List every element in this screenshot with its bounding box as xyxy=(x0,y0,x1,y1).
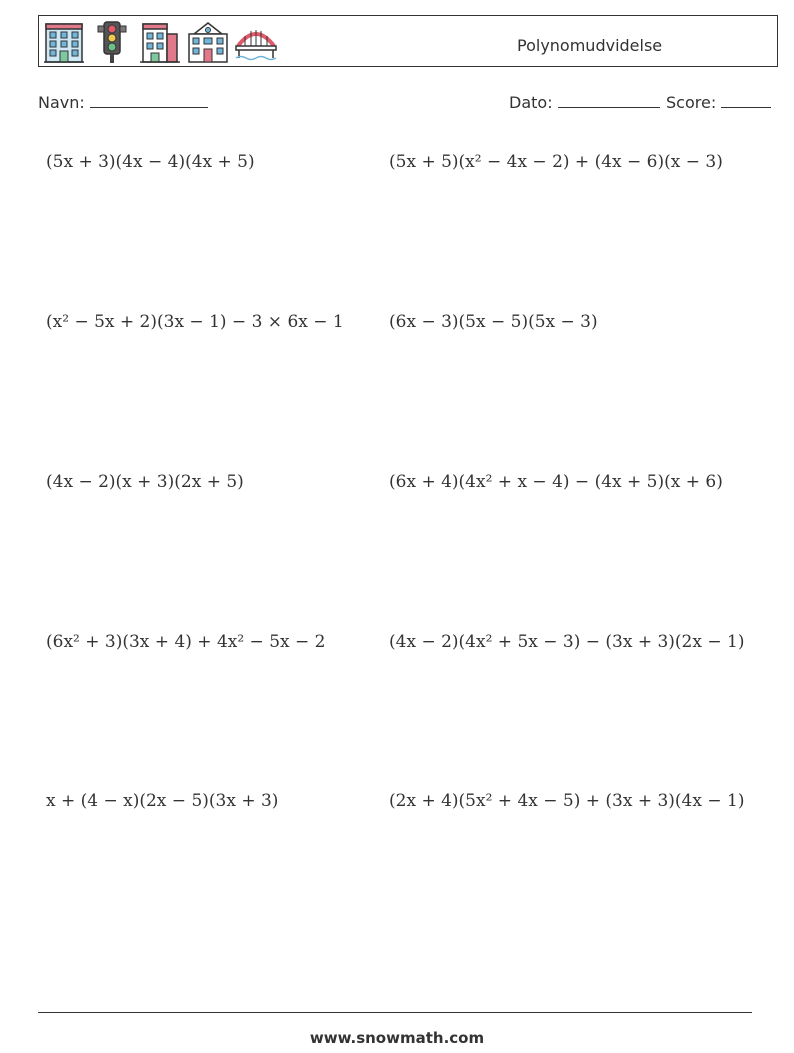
problem-10: (2x + 4)(5x² + 4x − 5) + (3x + 3)(4x − 1) xyxy=(389,791,745,811)
date-label: Dato: xyxy=(509,93,553,112)
office-building-icon xyxy=(43,20,85,64)
problem-8: (4x − 2)(4x² + 5x − 3) − (3x + 3)(2x − 1) xyxy=(389,632,745,652)
name-blank[interactable] xyxy=(90,93,208,108)
name-field xyxy=(38,93,208,112)
problem-4: (6x − 3)(5x − 5)(5x − 3) xyxy=(389,312,598,332)
shop-building-icon xyxy=(139,20,181,64)
worksheet-title: Polynomudvidelse xyxy=(517,36,663,55)
worksheet-header xyxy=(38,15,778,67)
problem-3: (x² − 5x + 2)(3x − 1) − 3 × 6x − 1 xyxy=(46,312,344,332)
score-label: Score: xyxy=(666,93,717,112)
date-blank[interactable] xyxy=(558,93,660,108)
bridge-icon xyxy=(235,20,277,64)
footer-divider xyxy=(38,1012,752,1013)
problem-5: (4x − 2)(x + 3)(2x + 5) xyxy=(46,472,244,492)
traffic-light-icon xyxy=(91,20,133,64)
problem-6: (6x + 4)(4x² + x − 4) − (4x + 5)(x + 6) xyxy=(389,472,723,492)
problem-9: x + (4 − x)(2x − 5)(3x + 3) xyxy=(46,791,279,811)
name-label: Navn: xyxy=(38,93,85,112)
problem-7: (6x² + 3)(3x + 4) + 4x² − 5x − 2 xyxy=(46,632,326,652)
problem-1: (5x + 3)(4x − 4)(4x + 5) xyxy=(46,152,255,172)
problem-2: (5x + 5)(x² − 4x − 2) + (4x − 6)(x − 3) xyxy=(389,152,723,172)
icon-strip xyxy=(43,20,277,64)
date-field xyxy=(509,93,660,112)
score-field xyxy=(666,93,771,112)
school-building-icon xyxy=(187,20,229,64)
score-blank[interactable] xyxy=(721,93,771,108)
footer-website: www.snowmath.com xyxy=(309,1029,485,1047)
